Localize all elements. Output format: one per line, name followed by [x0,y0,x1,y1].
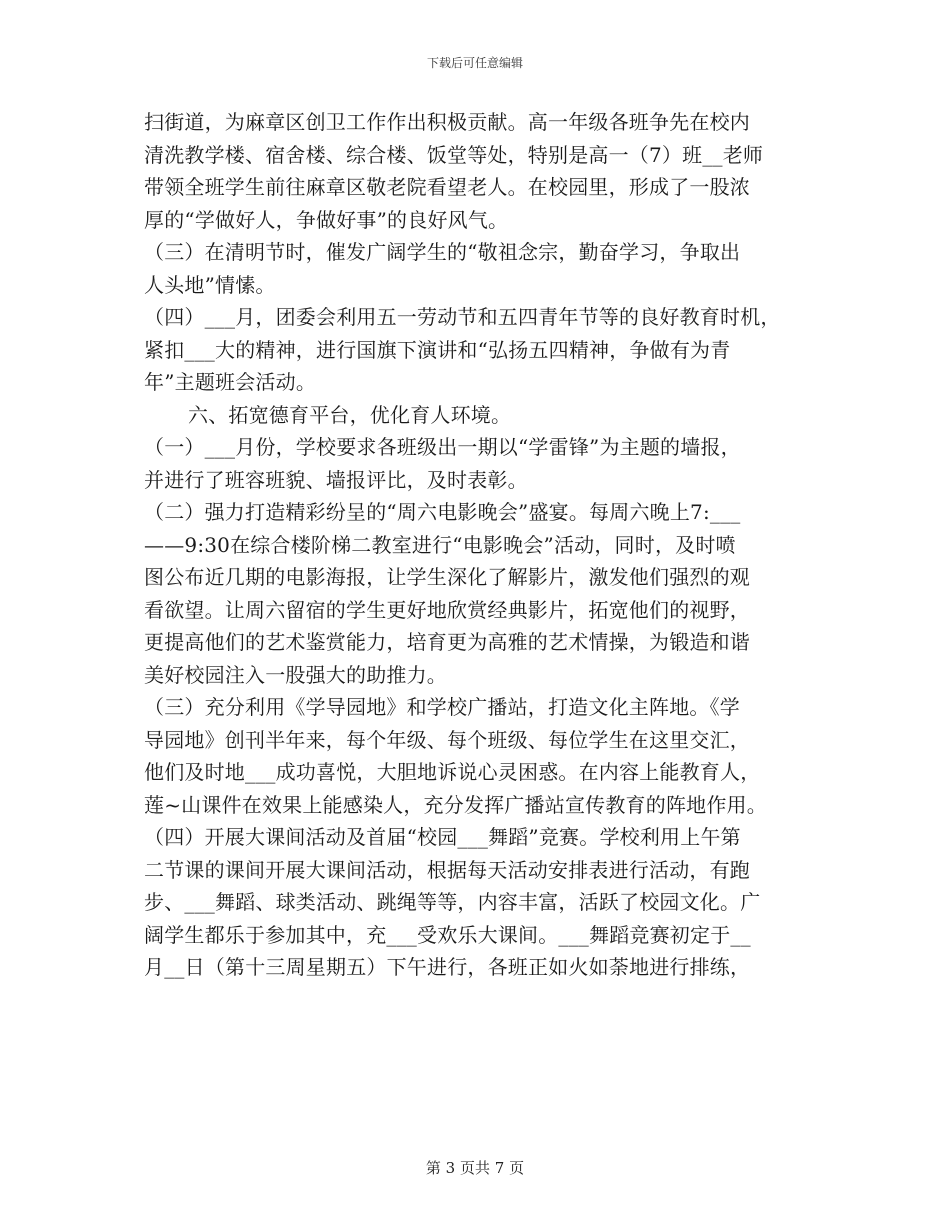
text-line: 莲~山课件在效果上能感染人，充分发挥广播站宣传教育的阵地作用。 [144,792,767,817]
text-line: （三）在清明节时，催发广阔学生的“敬祖念宗，勤奋学习，争取出 [144,240,741,264]
text-line: 美好校园注入一股强大的助推力。 [144,662,447,687]
text-line: 扫街道，为麻章区创卫工作作出积极贡献。高一年级各班争先在校内 [144,110,750,134]
section-heading: 六、拓宽德育平台，优化育人环境。 [188,402,512,427]
text-line: 看欲望。让周六留宿的学生更好地欣赏经典影片，拓宽他们的视野， [144,597,750,622]
text-line: （四）___月，团委会利用五一劳动节和五四青年节等的良好教育时机， [144,305,781,329]
text-line: 图公布近几期的电影海报，让学生深化了解影片，激发他们强烈的观 [144,565,750,589]
text-line: （一）___月份，学校要求各班级出一期以“学雷锋”为主题的墙报， [144,435,741,459]
page-header: 下载后可任意编辑 [426,56,523,70]
text-line: 二节课的课间开展大课间活动，根据每天活动安排表进行活动，有跑 [144,857,750,882]
text-line: 带领全班学生前往麻章区敬老院看望老人。在校园里，形成了一股浓 [144,175,750,199]
text-line: （三）充分利用《学导园地》和学校广播站，打造文化主阵地。《学 [144,695,740,719]
text-line: 人头地”情愫。 [144,272,276,297]
text-line: 清洗教学楼、宿舍楼、综合楼、饭堂等处，特别是高一（7）班__老师 [144,142,764,167]
text-line: 步、___舞蹈、球类活动、跳绳等等，内容丰富，活跃了校园文化。广 [144,890,761,914]
text-line: 他们及时地___成功喜悦，大胆地诉说心灵困惑。在内容上能教育人， [144,760,761,784]
text-line: 厚的“学做好人，争做好事”的良好风气。 [144,207,509,232]
text-line: ——9:30在综合楼阶梯二教室进行“电影晚会”活动，同时，及时喷 [144,532,736,557]
page-number: 第 3 页共 7 页 [425,1159,525,1177]
text-line: 阔学生都乐于参加其中，充___受欢乐大课间。___舞蹈竞赛初定于__ [144,922,751,947]
text-line: 更提高他们的艺术鉴赏能力，培育更为高雅的艺术情操，为锻造和谐 [144,630,750,654]
text-line: 导园地》创刊半年来，每个年级、每个班级、每位学生在这里交汇， [144,727,750,752]
document-body [144,106,824,984]
text-line: 年”主题班会活动。 [144,370,317,394]
text-line: （四）开展大课间活动及首届“校园___舞蹈”竞赛。学校利用上午第 [144,825,741,849]
text-line: （二）强力打造精彩纷呈的“周六电影晚会”盛宴。每周六晚上7:___ [144,500,741,524]
text-line: 紧扣___大的精神，进行国旗下演讲和“弘扬五四精神，争做有为青 [144,337,731,362]
text-line: 月__日（第十三周星期五）下午进行，各班正如火如荼地进行排练， [144,955,751,979]
text-line: 并进行了班容班貌、墙报评比，及时表彰。 [144,467,528,492]
